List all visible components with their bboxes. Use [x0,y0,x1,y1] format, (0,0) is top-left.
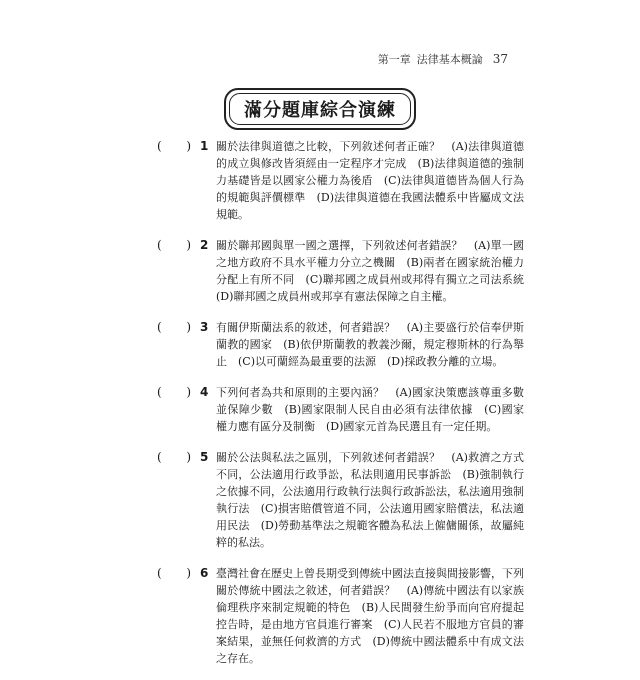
question-text: 有關伊斯蘭法系的敘述，何者錯誤？ (A)主要盛行於信奉伊斯蘭教的國家 (B)依伊斯蘭教的教義沙爾，規定穆斯林的行為舉止 (C)以可蘭經為最重要的法源 (D)採政教分離的立場。 [216,321,524,368]
section-label: 法律基本概論 [416,53,483,66]
question-item [0,138,640,223]
answer-blank[interactable]: ( ) [157,320,191,334]
question-item [0,319,640,370]
question-number: 6 [200,566,209,580]
question-number: 1 [200,139,209,153]
question-list [0,138,640,680]
section-title: 滿分題庫綜合演練 [244,100,396,121]
question-number: 2 [200,238,209,252]
question-number: 4 [200,385,209,399]
question-text: 關於聯邦國與單一國之選擇，下列敘述何者錯誤？ (A)單一國之地方政府不具水平權力分立之機關 (B)兩者在國家統治權力分配上有所不同 (C)聯邦國之成員州或邦得有獨立之司法系統 (D)聯邦國之成員州或邦享有憲法保障之自主權。 [216,239,535,303]
answer-blank[interactable]: ( ) [157,238,191,252]
question-text: 臺灣社會在歷史上曾長期受到傳統中國法直接與間接影響，下列關於傳統中國法之敘述，何者錯誤？ (A)傳統中國法有以家族倫理秩序來制定規範的特色 (B)人民間發生紛爭而向官府提起控告時，是由地方官員進行審案 (C)人民若不服地方官員的審案結果，並無任何救濟的方式 (D)傳統中國法體系中有成文法之存在。 [216,567,524,665]
section-title-box [224,88,416,130]
question-item [0,237,640,305]
question-text: 下列何者為共和原則的主要內涵？ (A)國家決策應該尊重多數並保障少數 (B)國家限制人民自由必須有法律依據 (C)國家權力應有區分及制衡 (D)國家元首為民選且有一定任期。 [216,386,524,433]
answer-blank[interactable]: ( ) [157,385,191,399]
page-number: 37 [492,52,508,66]
question-item [0,565,640,667]
answer-blank[interactable]: ( ) [157,139,191,153]
running-header [378,51,508,67]
question-item [0,384,640,435]
question-number: 5 [200,450,209,464]
question-text: 關於公法與私法之區別，下列敘述何者錯誤？ (A)救濟之方式不同，公法適用行政爭訟，私法則適用民事訴訟 (B)強制執行之依據不同，公法適用行政執行法與行政訴訟法，私法適用強制執行法 (C)損害賠償管道不同，公法適用國家賠償法，私法適用民法 (D)勞動基準法之規範客體為私法上僱傭關係，故屬純粹的私法。 [216,451,524,549]
answer-blank[interactable]: ( ) [157,566,191,580]
question-text: 關於法律與道德之比較，下列敘述何者正確？ (A)法律與道德的成立與修改皆須經由一定程序才完成 (B)法律與道德的強制力基礎皆是以國家公權力為後盾 (C)法律與道德皆為個人行為的規範與評價標準 (D)法律與道德在我國法體系中皆屬成文法規範。 [216,140,524,221]
question-number: 3 [200,320,209,334]
chapter-label: 第一章 [377,53,411,66]
question-item [0,449,640,551]
answer-blank[interactable]: ( ) [157,450,191,464]
